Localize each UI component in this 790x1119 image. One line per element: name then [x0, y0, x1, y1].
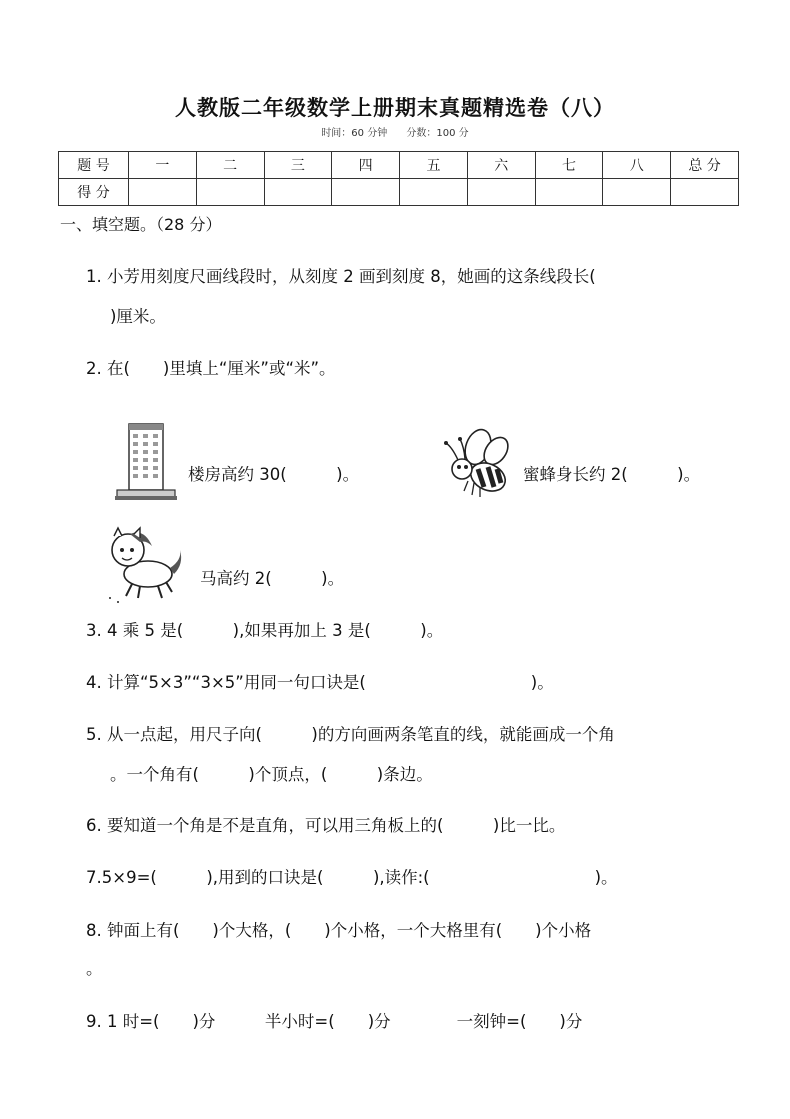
- score-cell[interactable]: [264, 179, 332, 206]
- question-4: 4. 计算“5×3”“3×5”用同一句口诀是( )。: [86, 673, 554, 692]
- score-header-4: 四: [332, 152, 400, 179]
- question-5-line-2: 。一个角有( )个顶点，( )条边。: [110, 765, 433, 784]
- exam-total-score: 分数：100 分: [406, 128, 469, 139]
- score-table-score-row: [59, 179, 739, 206]
- score-cell[interactable]: [332, 179, 400, 206]
- score-header-7: 七: [535, 152, 603, 179]
- score-cell[interactable]: [400, 179, 468, 206]
- score-cell[interactable]: [603, 179, 671, 206]
- score-header-3: 三: [264, 152, 332, 179]
- score-cell[interactable]: [671, 179, 739, 206]
- score-cell[interactable]: [467, 179, 535, 206]
- bee-icon: [438, 425, 514, 501]
- question-3: 3. 4 乘 5 是( ),如果再加上 3 是( )。: [86, 621, 444, 640]
- score-header-5: 五: [400, 152, 468, 179]
- score-cell[interactable]: [196, 179, 264, 206]
- question-2-horse: 马高约 2( )。: [200, 569, 345, 588]
- score-header-2: 二: [196, 152, 264, 179]
- question-8-line-1: 8. 钟面上有( )个大格，( )个小格，一个大格里有( )个小格: [86, 921, 592, 940]
- question-2-building: 楼房高约 30( )。: [188, 465, 360, 484]
- score-table: [58, 151, 739, 206]
- score-cell[interactable]: [535, 179, 603, 206]
- score-header-8: 八: [603, 152, 671, 179]
- score-header-6: 六: [467, 152, 535, 179]
- question-1-line-2: )厘米。: [110, 307, 166, 326]
- building-icon: [113, 420, 179, 502]
- question-2: 2. 在( )里填上“厘米”或“米”。: [86, 359, 336, 378]
- exam-info: [0, 124, 790, 139]
- exam-time: 时间：60 分钟: [321, 128, 388, 139]
- score-header-total: 总 分: [671, 152, 739, 179]
- question-8-line-2: 。: [86, 959, 103, 978]
- horse-icon: [100, 524, 188, 606]
- question-2-bee: 蜜蜂身长约 2( )。: [523, 465, 701, 484]
- question-5-line-1: 5. 从一点起，用尺子向( )的方向画两条笔直的线，就能画成一个角: [86, 725, 615, 744]
- score-row-label: 得 分: [59, 179, 129, 206]
- question-9: 9. 1 时=( )分 半小时=( )分 一刻钟=( )分: [86, 1012, 583, 1031]
- score-header-1: 一: [129, 152, 197, 179]
- score-header-label: 题 号: [59, 152, 129, 179]
- question-7: 7.5×9=( ),用到的口诀是( ),读作:( )。: [86, 868, 618, 887]
- score-table-header-row: [59, 152, 739, 179]
- page-title: 人教版二年级数学上册期末真题精选卷（八）: [175, 96, 615, 120]
- section-heading: 一、填空题。（28 分）: [60, 215, 222, 234]
- question-1-line-1: 1. 小芳用刻度尺画线段时，从刻度 2 画到刻度 8，她画的这条线段长(: [86, 267, 596, 286]
- score-cell[interactable]: [129, 179, 197, 206]
- question-6: 6. 要知道一个角是不是直角，可以用三角板上的( )比一比。: [86, 816, 566, 835]
